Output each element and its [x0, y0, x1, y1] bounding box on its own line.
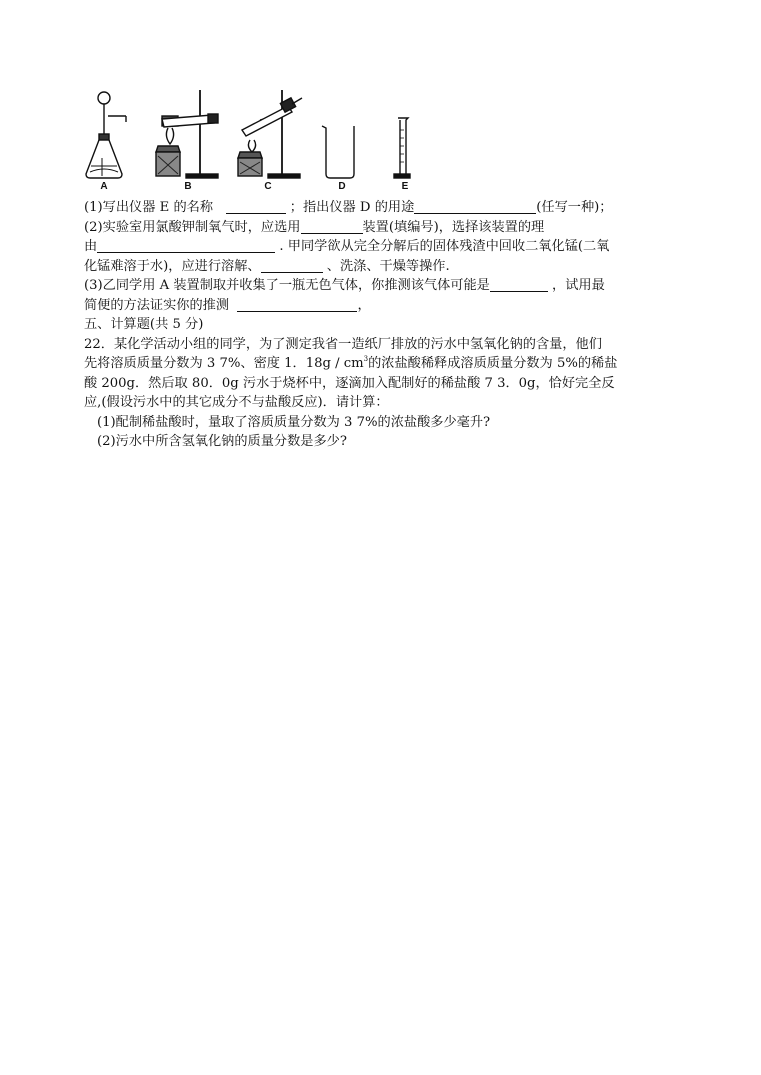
answer-blank[interactable] [97, 238, 275, 253]
section-title: 五、计算题(共 5 分) [84, 317, 204, 332]
label-b: B [184, 181, 192, 192]
apparatus-b-heating [156, 90, 218, 178]
answer-blank[interactable] [490, 277, 548, 292]
answer-blank[interactable] [414, 199, 536, 214]
apparatus-c-heating [238, 90, 302, 178]
q21-part2-line3: 化锰难溶于水)，应进行溶解、 、洗涤、干燥等操作. [84, 258, 450, 274]
q22-line3: 酸 200g．然后取 80．0g 污水于烧杯中，逐滴加入配制好的稀盐酸 7 3．0g，恰好完全反 [84, 375, 615, 391]
answer-blank[interactable] [226, 199, 286, 214]
label-e: E [401, 181, 409, 192]
apparatus-a-flask [86, 92, 126, 178]
q21-part3-line1: (3)乙同学用 A 装置制取并收集了一瓶无色气体，你推测该气体可能是 ，试用最 [84, 278, 605, 293]
label-a: A [100, 181, 108, 192]
q21-part1: (1)写出仪器 E 的名称 ；指出仪器 D 的用途 (任写一种)； [84, 200, 613, 215]
question-text [84, 198, 684, 452]
apparatus-d-beaker [322, 126, 354, 178]
apparatus-e-cylinder [394, 118, 410, 178]
answer-blank[interactable] [261, 258, 323, 273]
q22-sub2: (2)污水中所含氢氧化钠的质量分数是多少? [97, 434, 347, 449]
q22-line2: 先将溶质质量分数为 3 7%、密度 1．$18g / cm^3$的浓盐酸稀释成溶质质量分数为 5%的稀盐 [84, 355, 618, 371]
q21-part3-line2: 简便的方法证实你的推测 ， [84, 297, 371, 313]
q22-line4: 应,(假设污水中的其它成分不与盐酸反应)．请计算： [84, 395, 389, 410]
q22-sub1: (1)配制稀盐酸时，量取了溶质质量分数为 3 7%的浓盐酸多少毫升? [97, 414, 491, 430]
q21-part2-line1: (2)实验室用氯酸钾制氧气时，应选用 装置(填编号)，选择该装置的理 [84, 219, 545, 235]
label-d: D [338, 181, 346, 192]
answer-blank[interactable] [237, 297, 357, 312]
label-c: C [264, 181, 272, 192]
q22-line1: 22．某化学活动小组的同学，为了测定我省一造纸厂排放的污水中氢氧化钠的含量，他们 [84, 336, 602, 352]
answer-blank[interactable] [301, 219, 363, 234]
apparatus-figure [82, 86, 422, 194]
q21-part2-line2: 由 . 甲同学欲从完全分解后的固体残渣中回收二氧化锰(二氧 [84, 239, 610, 254]
